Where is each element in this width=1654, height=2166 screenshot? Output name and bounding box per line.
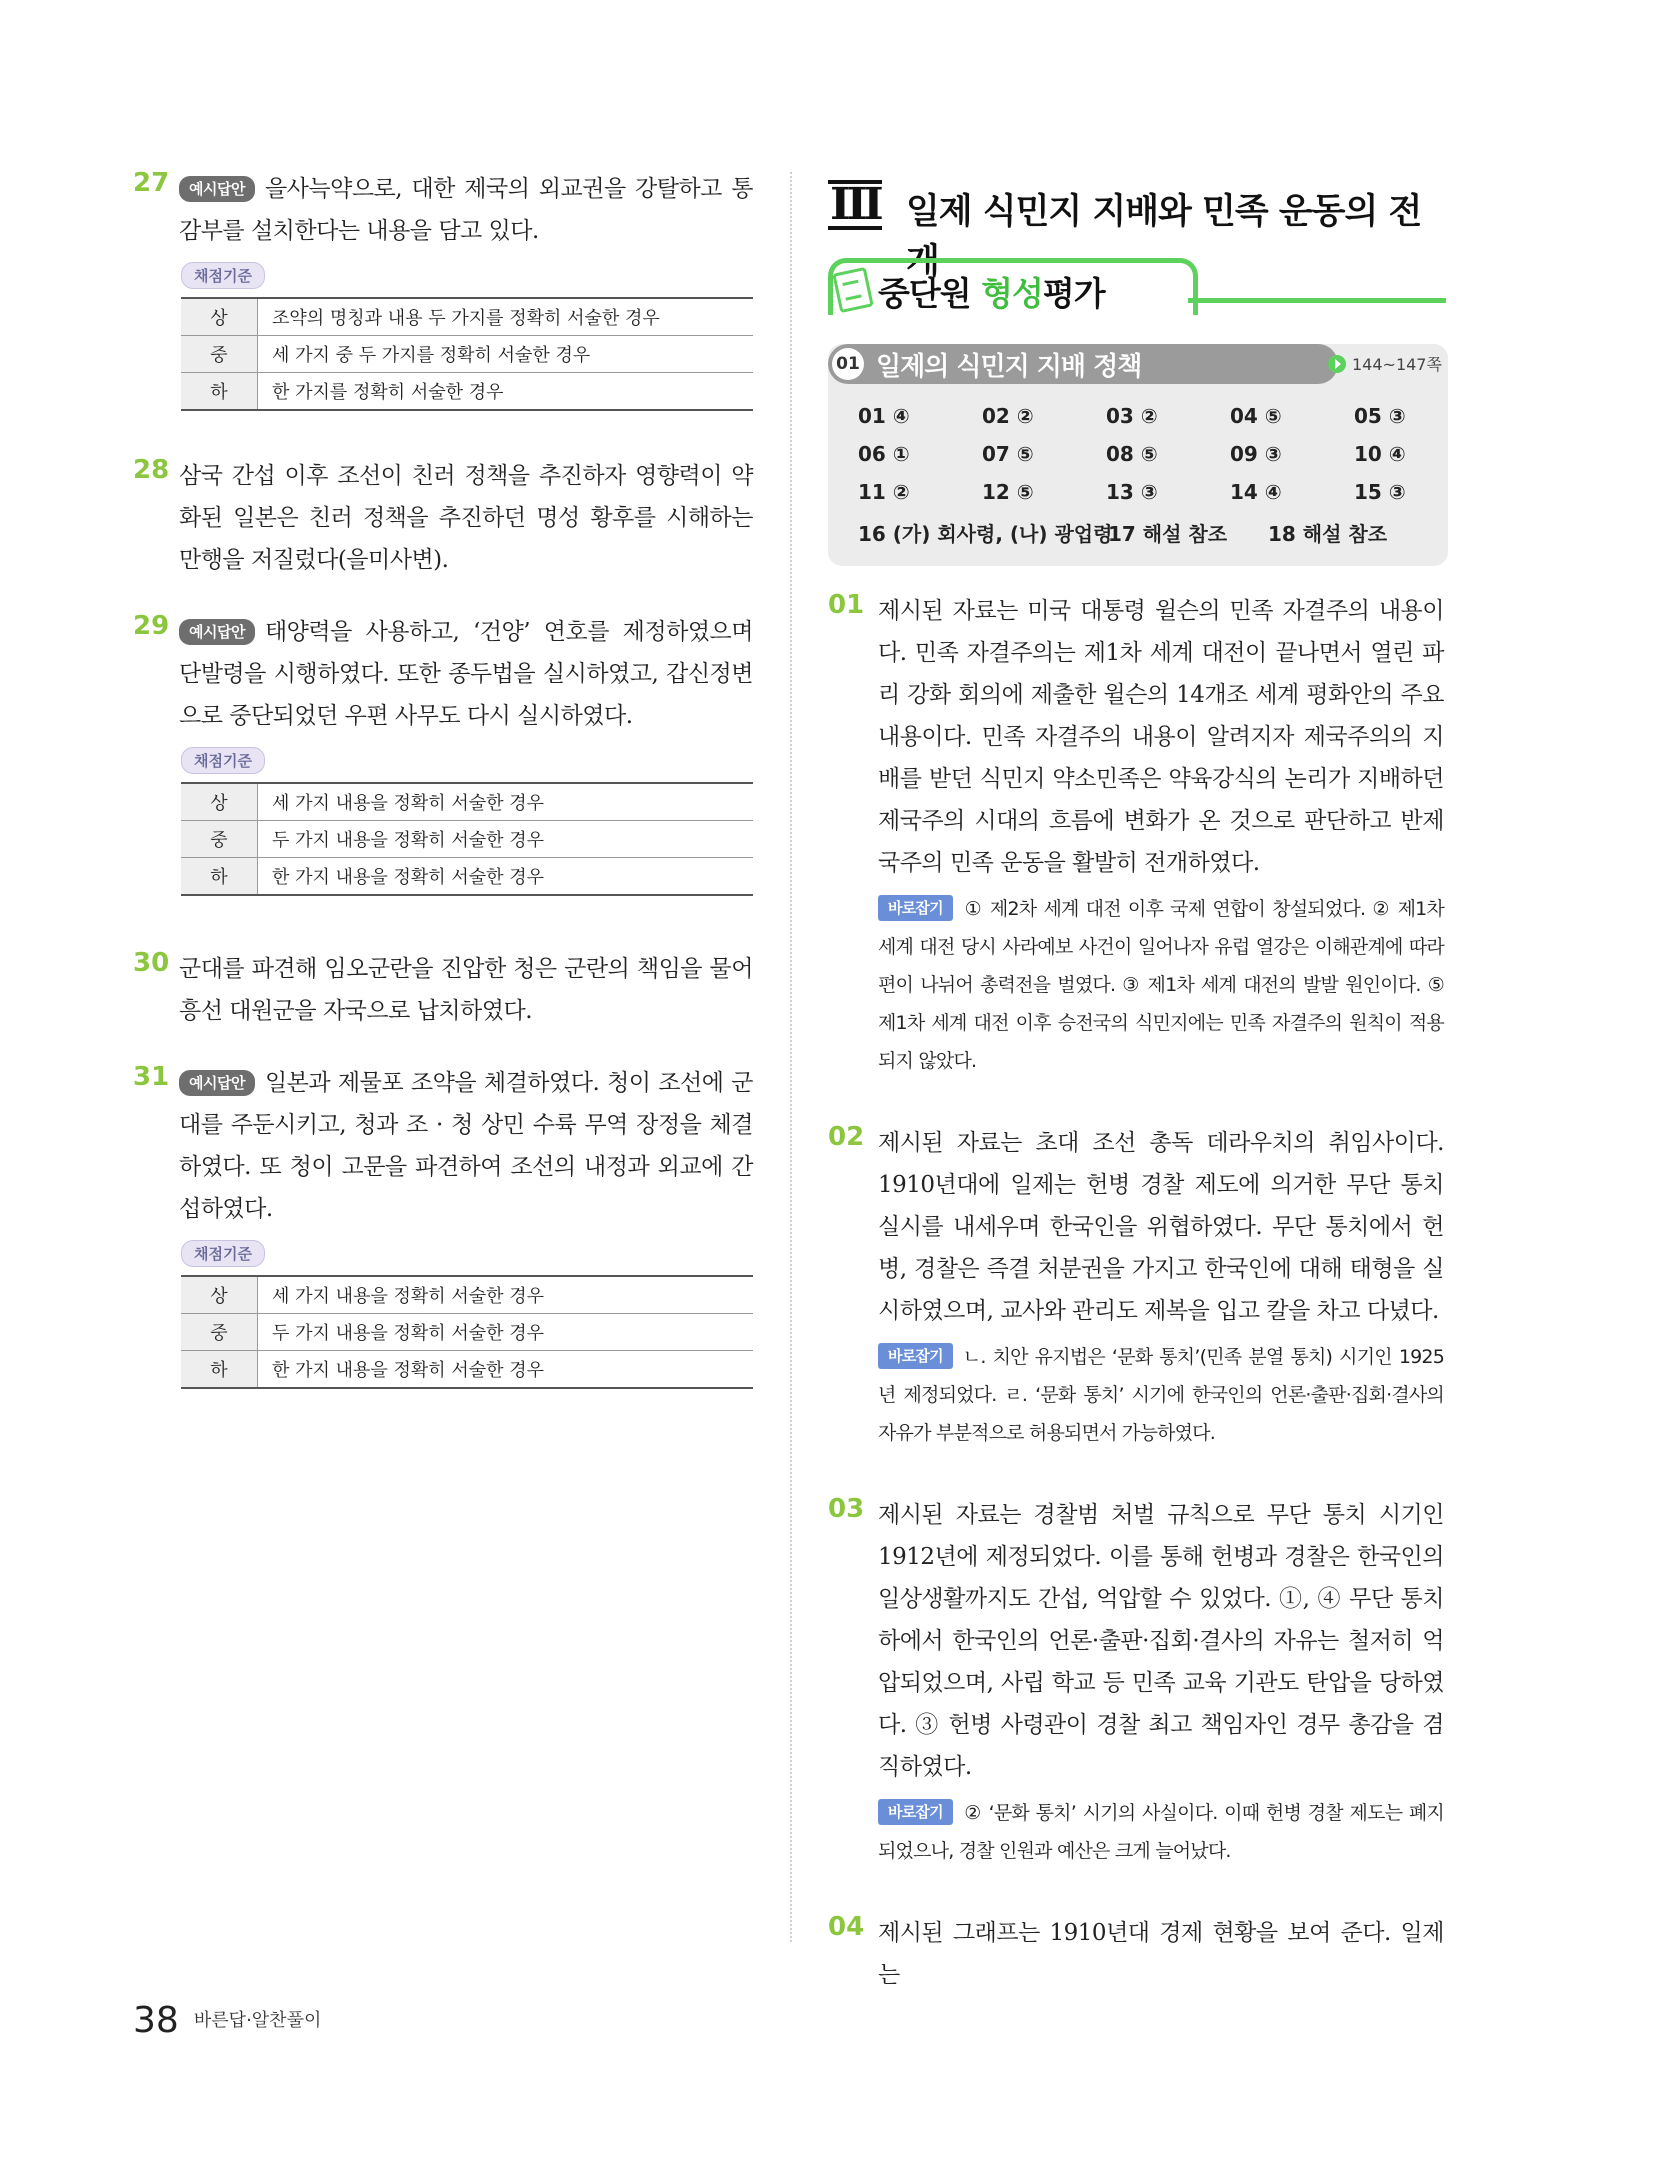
answer-row: [858, 480, 1438, 518]
explanation-03: [828, 1494, 1444, 1870]
answer-text: 을사늑약으로, 대한 제국의 외교권을 강탈하고 통감부를 설치한다는 내용을 담고 있다.: [179, 176, 753, 244]
answer-grid: [858, 404, 1438, 556]
question-31: [133, 1062, 753, 1389]
answer-item: 08 ⑤: [1106, 442, 1158, 466]
explanation-01: [828, 590, 1444, 1080]
question-number: 27: [133, 168, 170, 198]
desc-cell: 세 가지 내용을 정확히 서술한 경우: [272, 793, 545, 814]
explanation-number: 04: [828, 1912, 865, 1942]
grading-criteria-table: [181, 297, 753, 411]
explanation-number: 02: [828, 1122, 865, 1152]
explanation-text: 제시된 그래프는 1910년대 경제 현황을 보여 준다. 일제는: [878, 1920, 1444, 1988]
grading-criteria-label: 채점기준: [181, 747, 265, 774]
answer-item: 03 ②: [1106, 404, 1158, 428]
level-cell: 상: [181, 298, 258, 336]
question-27: [133, 168, 753, 411]
grading-criteria-table: [181, 782, 753, 896]
answer-item: 17 해설 참조: [1108, 522, 1228, 546]
example-answer-tag: 예시답안: [179, 176, 255, 202]
table-row: [181, 858, 753, 896]
question-30: [133, 948, 753, 1032]
answer-text: 군대를 파견해 임오군란을 진압한 청은 군란의 책임을 물어 흥선 대원군을 자국으로 납치하였다.: [179, 956, 753, 1024]
page-reference: 144~147쪽: [1328, 352, 1442, 375]
level-cell: 중: [181, 336, 258, 373]
answer-item: 12 ⑤: [982, 480, 1034, 504]
explanation-number: 01: [828, 590, 865, 620]
answer-item: 02 ②: [982, 404, 1034, 428]
left-column: [133, 168, 753, 1389]
answer-key-box: [828, 344, 1448, 566]
question-number: 30: [133, 948, 170, 978]
section-number: 01: [832, 348, 864, 380]
level-cell: 하: [181, 1351, 258, 1389]
answer-item: 09 ③: [1230, 442, 1282, 466]
desc-cell: 한 가지 내용을 정확히 서술한 경우: [258, 858, 754, 896]
answer-row: [858, 442, 1438, 480]
page-footer: [133, 2000, 321, 2041]
play-icon: [1328, 355, 1346, 373]
explanation-text: 제시된 자료는 미국 대통령 윌슨의 민족 자결주의 내용이다. 민족 자결주의는 제1차 세계 대전이 끝나면서 열린 파리 강화 회의에 제출한 윌슨의 14개조 세계 평화안의 주요 내용이다. 민족 자결주의 내용이 알려지자 제국주의의 지배를 받던 식민지 약소민족은 약육강식의 논리가 지배하던 제국주의 시대의 흐름에 변화가 온 것으로 판단하고 반제국주의 민족 운동을 활발히 전개하였다.: [878, 598, 1444, 876]
answer-text: 삼국 간섭 이후 조선이 친러 정책을 추진하자 영향력이 약화된 일본은 친러 정책을 추진하던 명성 황후를 시해하는 만행을 저질렀다(을미사변).: [179, 463, 753, 573]
table-row: [181, 336, 753, 373]
desc-cell: 두 가지 내용을 정확히 서술한 경우: [258, 1314, 754, 1351]
level-cell: 중: [181, 821, 258, 858]
answer-item: 04 ⑤: [1230, 404, 1282, 428]
right-column: [828, 590, 1444, 1996]
table-row: [181, 821, 753, 858]
question-28: [133, 455, 753, 581]
explanation-02: [828, 1122, 1444, 1452]
answer-item: 06 ①: [858, 442, 910, 466]
column-divider: [790, 172, 792, 1942]
book-label: 바른답·알찬풀이: [193, 2010, 322, 2031]
example-answer-tag: 예시답안: [179, 619, 255, 645]
level-cell: 중: [181, 1314, 258, 1351]
desc-cell: 두 가지 내용을 정확히 서술한 경우: [258, 821, 754, 858]
chapter-title: 일제 식민지 지배와 민족 운동의 전개: [906, 192, 1422, 282]
grading-criteria-label: 채점기준: [181, 262, 265, 289]
grading-criteria-label: 채점기준: [181, 1240, 265, 1267]
table-row: [181, 1276, 753, 1314]
level-cell: 상: [181, 1276, 258, 1314]
desc-cell: 세 가지 중 두 가지를 정확히 서술한 경우: [258, 336, 754, 373]
answer-item: 13 ③: [1106, 480, 1158, 504]
answer-text: 일본과 제물포 조약을 체결하였다. 청이 조선에 군대를 주둔시키고, 청과 조 · 청 상민 수륙 무역 장정을 체결하였다. 또 청이 고문을 파견하여 조선의 내정과 외교에 간섭하였다.: [179, 1070, 753, 1222]
answer-item: 10 ④: [1354, 442, 1406, 466]
table-row: [181, 298, 753, 336]
answer-item: 14 ④: [1230, 480, 1282, 504]
correction-text: ㄴ. 치안 유지법은 ‘문화 통치’(민족 분열 통치) 시기인 1925년 제정되었다. ㄹ. ‘문화 통치’ 시기에 한국인의 언론·출판·집회·결사의 자유가 부분적으로 허용되면서 가능하였다.: [878, 1346, 1444, 1444]
desc-cell: 한 가지를 정확히 서술한 경우: [258, 373, 754, 411]
desc-cell: 세 가지 내용을 정확히 서술한 경우: [272, 1286, 545, 1307]
level-cell: 하: [181, 373, 258, 411]
explanation-04: [828, 1912, 1444, 1996]
answer-item: 15 ③: [1354, 480, 1406, 504]
level-cell: 하: [181, 858, 258, 896]
desc-cell: 한 가지 내용을 정확히 서술한 경우: [258, 1351, 754, 1389]
correction-text: ① 제2차 세계 대전 이후 국제 연합이 창설되었다. ② 제1차 세계 대전 당시 사라예보 사건이 일어나자 유럽 열강은 이해관계에 따라 편이 나뉘어 총력전을 벌였다. ③ 제1차 세계 대전의 발발 원인이다. ⑤ 제1차 세계 대전 이후 승전국의 식민지에는 민족 자결주의 원칙이 적용되지 않았다.: [878, 898, 1444, 1072]
answer-item: 01 ④: [858, 404, 910, 428]
correction-tag: 바로잡기: [878, 1343, 953, 1369]
question-number: 29: [133, 611, 170, 641]
grading-criteria-table: [181, 1275, 753, 1389]
explanation-text: 제시된 자료는 경찰범 처벌 규칙으로 무단 통치 시기인 1912년에 제정되었다. 이를 통해 헌병과 경찰은 한국인의 일상생활까지도 간섭, 억압할 수 있었다. ①, ④ 무단 통치 하에서 한국인의 언론·출판·집회·결사의 자유는 철저히 억압되었으며, 사립 학교 등 민족 교육 기관도 탄압을 당하였다. ③ 헌병 사령관이 경찰 최고 책임자인 경무 총감을 겸직하였다.: [878, 1502, 1444, 1780]
desc-cell: 조약의 명칭과 내용 두 가지를 정확히 서술한 경우: [272, 308, 660, 329]
answer-row: [858, 404, 1438, 442]
correction-tag: 바로잡기: [878, 895, 953, 921]
explanation-number: 03: [828, 1494, 865, 1524]
table-row: [181, 1351, 753, 1389]
table-row: [181, 1314, 753, 1351]
answer-item: 11 ②: [858, 480, 910, 504]
unit-underline: [1188, 298, 1446, 303]
correction-text: ② ‘문화 통치’ 시기의 사실이다. 이때 헌병 경찰 제도는 폐지되었으나, 경찰 인원과 예산은 크게 늘어났다.: [878, 1802, 1444, 1862]
answer-row: [858, 518, 1438, 556]
correction-tag: 바로잡기: [878, 1799, 953, 1825]
question-29: [133, 611, 753, 896]
answer-key-header: [828, 344, 1448, 384]
unit-title: 중단원 형성평가: [878, 274, 1105, 313]
answer-item: 05 ③: [1354, 404, 1406, 428]
explanation-text: 제시된 자료는 초대 조선 총독 데라우치의 취임사이다. 1910년대에 일제는 헌병 경찰 제도에 의거한 무단 통치 실시를 내세우며 한국인을 위협하였다. 무단 통치에서 헌병, 경찰은 즉결 처분권을 가지고 한국인에 대해 태형을 실시하였으며, 교사와 관리도 제복을 입고 칼을 차고 다녔다.: [878, 1130, 1444, 1324]
table-row: [181, 783, 753, 821]
answer-item: 18 해설 참조: [1268, 522, 1388, 546]
table-row: [181, 373, 753, 411]
example-answer-tag: 예시답안: [179, 1070, 255, 1096]
question-number: 28: [133, 455, 170, 485]
chapter-numeral: III: [830, 179, 880, 230]
chapter-header: [828, 179, 1448, 282]
level-cell: 상: [181, 783, 258, 821]
answer-item: 07 ⑤: [982, 442, 1034, 466]
section-title: 일제의 식민지 지배 정책: [876, 352, 1142, 382]
page-number: 38: [133, 2000, 179, 2041]
unit-banner: [828, 258, 1448, 328]
question-number: 31: [133, 1062, 170, 1092]
answer-item: 16 (가) 회사령, (나) 광업령: [858, 522, 1113, 546]
answer-text: 태양력을 사용하고, ‘건양’ 연호를 제정하였으며 단발령을 시행하였다. 또한 종두법을 실시하였고, 갑신정변으로 중단되었던 우편 사무도 다시 실시하였다.: [179, 619, 753, 729]
